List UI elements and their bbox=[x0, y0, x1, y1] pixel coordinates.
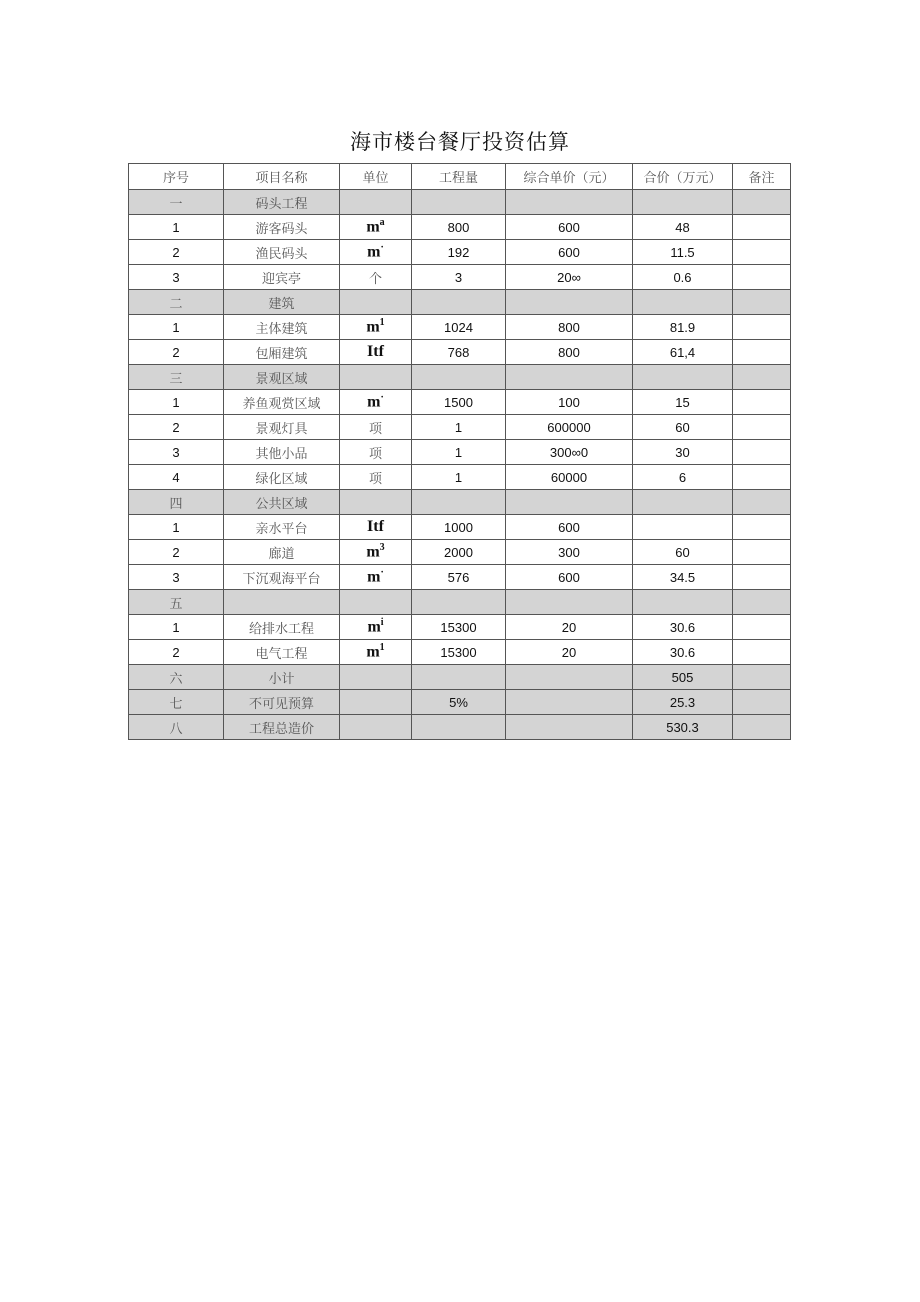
cell-unit bbox=[340, 515, 412, 540]
cell-total: 25.3 bbox=[633, 690, 733, 715]
cell-name: 迎宾亭 bbox=[224, 265, 340, 290]
cell-name: 其他小品 bbox=[224, 440, 340, 465]
cell-seq: 四 bbox=[129, 490, 224, 515]
cell-name: 养鱼观赏区域 bbox=[224, 390, 340, 415]
cell-qty: 1500 bbox=[412, 390, 506, 415]
unit-symbol: Itf bbox=[367, 518, 384, 535]
section-row bbox=[129, 665, 791, 690]
cell-unit bbox=[340, 290, 412, 315]
cell-note bbox=[733, 340, 791, 365]
unit-symbol: m bbox=[367, 618, 381, 636]
cell-qty bbox=[412, 490, 506, 515]
cell-qty bbox=[412, 365, 506, 390]
cell-qty: 1 bbox=[412, 465, 506, 490]
cell-total: 60 bbox=[633, 415, 733, 440]
cell-seq: 二 bbox=[129, 290, 224, 315]
table-row bbox=[129, 215, 791, 240]
cell-seq: 2 bbox=[129, 640, 224, 665]
unit-symbol: m bbox=[367, 243, 381, 261]
cell-total: 11.5 bbox=[633, 240, 733, 265]
cell-note bbox=[733, 290, 791, 315]
header-total: 合价（万元） bbox=[633, 164, 733, 190]
cell-price: 600000 bbox=[506, 415, 633, 440]
table-row bbox=[129, 515, 791, 540]
cell-total: 505 bbox=[633, 665, 733, 690]
cell-name: 电气工程 bbox=[224, 640, 340, 665]
table-row bbox=[129, 465, 791, 490]
cell-note bbox=[733, 665, 791, 690]
cell-total: 48 bbox=[633, 215, 733, 240]
cell-seq: 1 bbox=[129, 315, 224, 340]
cell-total bbox=[633, 590, 733, 615]
cell-price bbox=[506, 665, 633, 690]
header-unit: 单位 bbox=[340, 164, 412, 190]
cell-unit bbox=[340, 590, 412, 615]
cell-total: 30.6 bbox=[633, 640, 733, 665]
cell-note bbox=[733, 390, 791, 415]
unit-symbol: 项 bbox=[368, 421, 382, 437]
cell-seq: 3 bbox=[129, 565, 224, 590]
cell-price: 20∞ bbox=[506, 265, 633, 290]
cell-qty: 3 bbox=[412, 265, 506, 290]
cell-total: 6 bbox=[633, 465, 733, 490]
cell-unit bbox=[340, 490, 412, 515]
header-row bbox=[129, 164, 791, 190]
cell-note bbox=[733, 365, 791, 390]
cell-unit bbox=[340, 340, 412, 365]
cell-qty bbox=[412, 665, 506, 690]
cell-note bbox=[733, 690, 791, 715]
table-row bbox=[129, 390, 791, 415]
cell-unit bbox=[340, 565, 412, 590]
cell-note bbox=[733, 415, 791, 440]
unit-superscript: 3 bbox=[379, 542, 385, 554]
header-unit-price: 综合单价（元） bbox=[506, 164, 633, 190]
cell-unit bbox=[340, 265, 412, 290]
cell-qty: 192 bbox=[412, 240, 506, 265]
cell-qty: 1000 bbox=[412, 515, 506, 540]
cell-total: 530.3 bbox=[633, 715, 733, 740]
cell-total bbox=[633, 490, 733, 515]
cell-note bbox=[733, 715, 791, 740]
cell-price bbox=[506, 490, 633, 515]
section-row bbox=[129, 690, 791, 715]
cell-qty: 1 bbox=[412, 415, 506, 440]
cell-qty bbox=[412, 290, 506, 315]
cell-qty: 15300 bbox=[412, 640, 506, 665]
cell-total bbox=[633, 365, 733, 390]
cell-total bbox=[633, 190, 733, 215]
cell-name bbox=[224, 590, 340, 615]
unit-symbol: m bbox=[367, 393, 381, 411]
unit-symbol: m bbox=[367, 568, 381, 586]
cell-price bbox=[506, 715, 633, 740]
cell-name: 绿化区域 bbox=[224, 465, 340, 490]
unit-symbol: m bbox=[366, 218, 380, 236]
cell-unit bbox=[340, 315, 412, 340]
cell-qty: 1 bbox=[412, 440, 506, 465]
cell-qty bbox=[412, 190, 506, 215]
cell-note bbox=[733, 490, 791, 515]
cell-name: 渔民码头 bbox=[224, 240, 340, 265]
cell-note bbox=[733, 240, 791, 265]
cell-seq: 1 bbox=[129, 390, 224, 415]
table-body bbox=[129, 164, 791, 740]
page-title: 海市楼台餐厅投资估算 bbox=[350, 130, 570, 154]
cell-total: 30 bbox=[633, 440, 733, 465]
cell-price: 20 bbox=[506, 615, 633, 640]
unit-superscript: · bbox=[380, 242, 384, 254]
cell-unit bbox=[340, 390, 412, 415]
cell-name: 景观区域 bbox=[224, 365, 340, 390]
cell-total bbox=[633, 290, 733, 315]
cell-name: 小计 bbox=[224, 665, 340, 690]
header-name: 项目名称 bbox=[224, 164, 340, 190]
cell-note bbox=[733, 215, 791, 240]
cell-price: 20 bbox=[506, 640, 633, 665]
cell-seq: 4 bbox=[129, 465, 224, 490]
header-note: 备注 bbox=[733, 164, 791, 190]
cell-qty: 800 bbox=[412, 215, 506, 240]
cell-qty: 576 bbox=[412, 565, 506, 590]
unit-symbol: 个 bbox=[368, 271, 382, 287]
cell-name: 游客码头 bbox=[224, 215, 340, 240]
section-row bbox=[129, 490, 791, 515]
cell-unit bbox=[340, 215, 412, 240]
cell-seq: 1 bbox=[129, 515, 224, 540]
cell-seq: 1 bbox=[129, 215, 224, 240]
header-qty: 工程量 bbox=[412, 164, 506, 190]
cell-price: 800 bbox=[506, 340, 633, 365]
cell-unit bbox=[340, 665, 412, 690]
cell-price bbox=[506, 290, 633, 315]
cell-seq: 一 bbox=[129, 190, 224, 215]
table-row bbox=[129, 315, 791, 340]
section-row bbox=[129, 290, 791, 315]
cell-name: 主体建筑 bbox=[224, 315, 340, 340]
cell-unit bbox=[340, 365, 412, 390]
cell-note bbox=[733, 315, 791, 340]
cell-total: 60 bbox=[633, 540, 733, 565]
cell-name: 工程总造价 bbox=[224, 715, 340, 740]
table-row bbox=[129, 640, 791, 665]
cell-price bbox=[506, 190, 633, 215]
table-row bbox=[129, 340, 791, 365]
cell-name: 包厢建筑 bbox=[224, 340, 340, 365]
cell-unit bbox=[340, 440, 412, 465]
cell-seq: 2 bbox=[129, 340, 224, 365]
cell-note bbox=[733, 265, 791, 290]
section-row bbox=[129, 365, 791, 390]
cell-name: 建筑 bbox=[224, 290, 340, 315]
cell-unit bbox=[340, 540, 412, 565]
cell-qty: 768 bbox=[412, 340, 506, 365]
cell-total: 30.6 bbox=[633, 615, 733, 640]
cell-seq: 八 bbox=[129, 715, 224, 740]
cell-name: 码头工程 bbox=[224, 190, 340, 215]
cell-seq: 3 bbox=[129, 265, 224, 290]
cell-price: 100 bbox=[506, 390, 633, 415]
table-row bbox=[129, 440, 791, 465]
cell-price: 600 bbox=[506, 565, 633, 590]
cell-seq: 1 bbox=[129, 615, 224, 640]
cell-note bbox=[733, 515, 791, 540]
cell-note bbox=[733, 440, 791, 465]
cell-unit bbox=[340, 640, 412, 665]
cell-qty: 15300 bbox=[412, 615, 506, 640]
table-row bbox=[129, 265, 791, 290]
cell-qty: 2000 bbox=[412, 540, 506, 565]
cell-unit bbox=[340, 715, 412, 740]
cell-qty bbox=[412, 590, 506, 615]
section-row bbox=[129, 715, 791, 740]
cell-price: 600 bbox=[506, 515, 633, 540]
cell-unit bbox=[340, 190, 412, 215]
cell-total: 34.5 bbox=[633, 565, 733, 590]
section-row bbox=[129, 590, 791, 615]
cell-unit bbox=[340, 240, 412, 265]
unit-symbol: 项 bbox=[368, 446, 382, 462]
cell-total: 0.6 bbox=[633, 265, 733, 290]
cell-unit bbox=[340, 465, 412, 490]
cell-price bbox=[506, 690, 633, 715]
cell-name: 不可见预算 bbox=[224, 690, 340, 715]
unit-superscript: · bbox=[380, 392, 384, 404]
table-row bbox=[129, 240, 791, 265]
cell-price: 600 bbox=[506, 215, 633, 240]
cell-price: 300 bbox=[506, 540, 633, 565]
unit-superscript: i bbox=[380, 617, 384, 629]
unit-superscript: 1 bbox=[379, 642, 385, 654]
cell-seq: 2 bbox=[129, 240, 224, 265]
cell-qty: 1024 bbox=[412, 315, 506, 340]
cell-note bbox=[733, 640, 791, 665]
cell-price: 800 bbox=[506, 315, 633, 340]
table-row bbox=[129, 615, 791, 640]
section-row bbox=[129, 190, 791, 215]
unit-symbol: m bbox=[366, 643, 380, 661]
cell-seq: 五 bbox=[129, 590, 224, 615]
unit-superscript: a bbox=[379, 217, 385, 229]
cell-qty: 5% bbox=[412, 690, 506, 715]
cell-seq: 3 bbox=[129, 440, 224, 465]
unit-symbol: Itf bbox=[367, 343, 384, 360]
header-seq: 序号 bbox=[129, 164, 224, 190]
cell-total: 61,4 bbox=[633, 340, 733, 365]
cell-seq: 七 bbox=[129, 690, 224, 715]
cell-total: 15 bbox=[633, 390, 733, 415]
cell-note bbox=[733, 590, 791, 615]
cell-seq: 三 bbox=[129, 365, 224, 390]
cell-name: 景观灯具 bbox=[224, 415, 340, 440]
unit-superscript: · bbox=[380, 567, 384, 579]
cell-total: 81.9 bbox=[633, 315, 733, 340]
cell-seq: 2 bbox=[129, 415, 224, 440]
unit-superscript: 1 bbox=[379, 317, 385, 329]
cell-seq: 六 bbox=[129, 665, 224, 690]
cell-qty bbox=[412, 715, 506, 740]
cell-price: 300∞0 bbox=[506, 440, 633, 465]
cell-seq: 2 bbox=[129, 540, 224, 565]
cell-name: 公共区域 bbox=[224, 490, 340, 515]
cell-price bbox=[506, 365, 633, 390]
cell-name: 给排水工程 bbox=[224, 615, 340, 640]
unit-symbol: 项 bbox=[368, 471, 382, 487]
cell-name: 下沉观海平台 bbox=[224, 565, 340, 590]
cell-note bbox=[733, 615, 791, 640]
cell-name: 亲水平台 bbox=[224, 515, 340, 540]
table-row bbox=[129, 540, 791, 565]
cell-unit bbox=[340, 615, 412, 640]
cell-price bbox=[506, 590, 633, 615]
investment-estimate-table bbox=[128, 163, 791, 740]
cell-price: 600 bbox=[506, 240, 633, 265]
cell-unit bbox=[340, 690, 412, 715]
cell-price: 60000 bbox=[506, 465, 633, 490]
cell-name: 廊道 bbox=[224, 540, 340, 565]
cell-note bbox=[733, 190, 791, 215]
table-row bbox=[129, 415, 791, 440]
table-row bbox=[129, 565, 791, 590]
cell-note bbox=[733, 465, 791, 490]
unit-symbol: m bbox=[366, 318, 380, 336]
cell-note bbox=[733, 540, 791, 565]
unit-symbol: m bbox=[366, 543, 380, 561]
cell-total bbox=[633, 515, 733, 540]
cell-note bbox=[733, 565, 791, 590]
cell-unit bbox=[340, 415, 412, 440]
